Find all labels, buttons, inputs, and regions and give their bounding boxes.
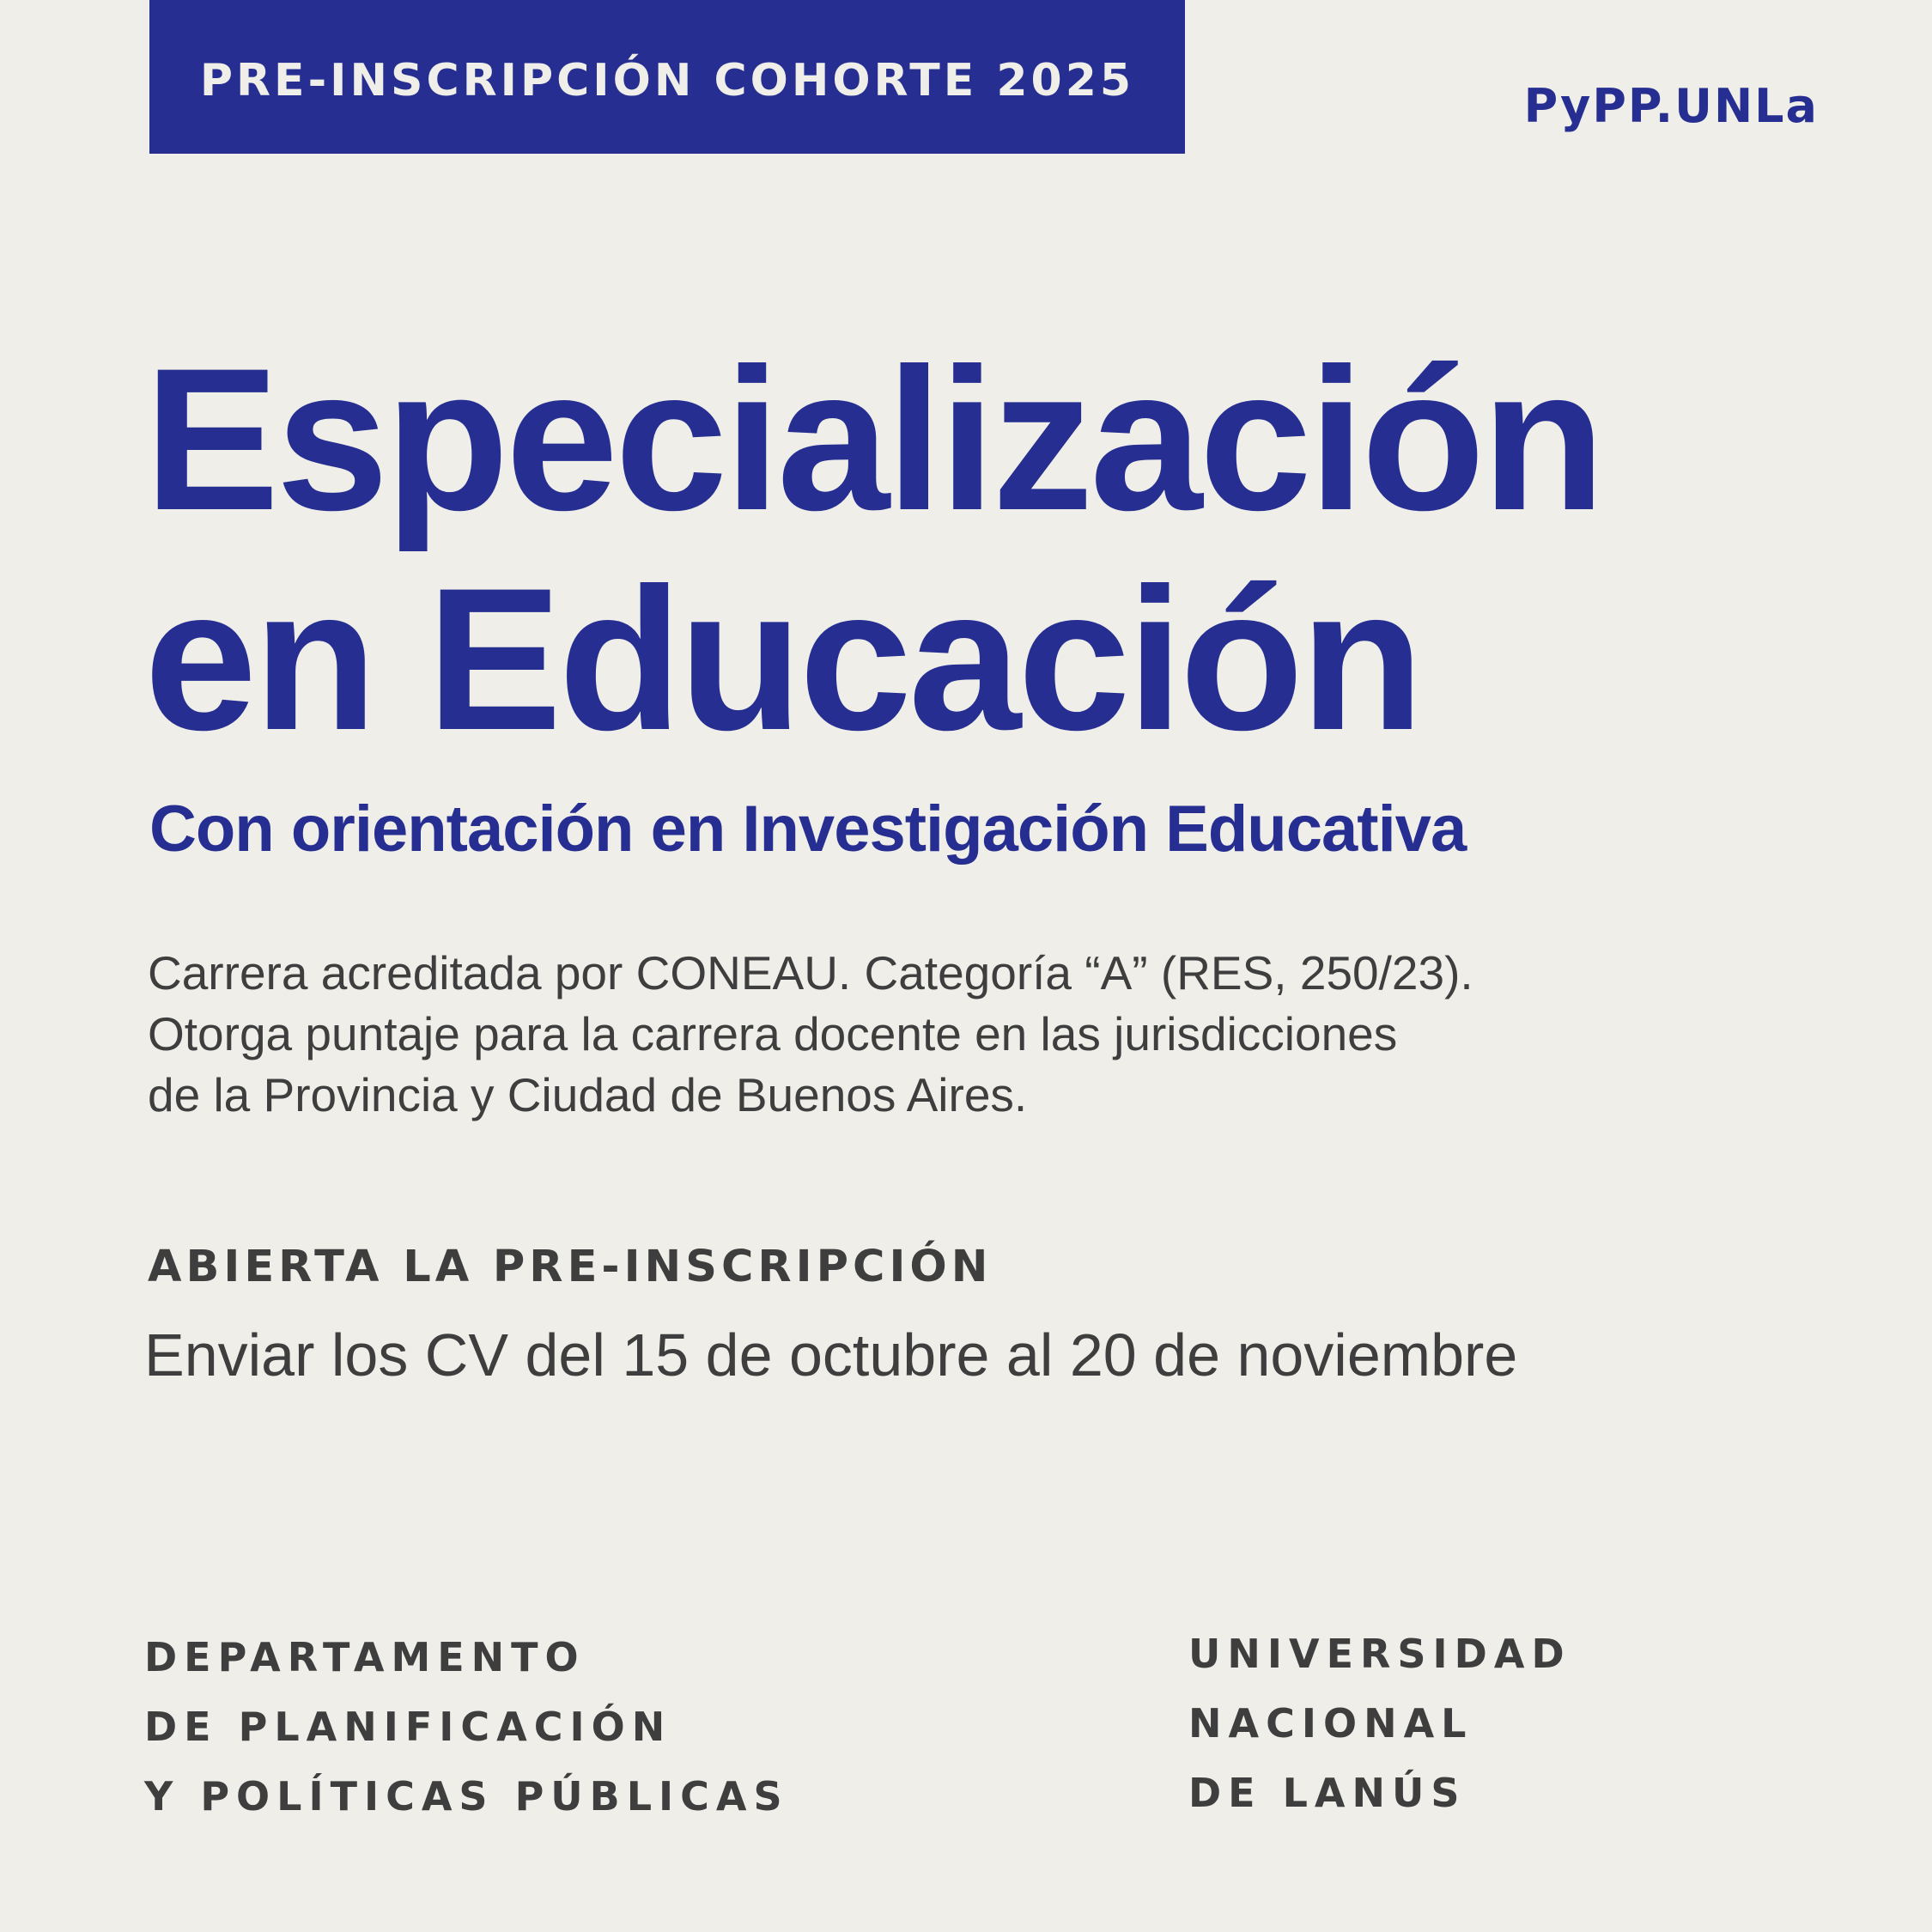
university-line-1: UNIVERSIDAD	[1188, 1631, 1571, 1677]
brand-label: PyPP.UNLa	[1523, 79, 1819, 133]
subtitle: Con orientación en Investigación Educativa	[149, 793, 1467, 866]
description-line-1: Carrera acreditada por CONEAU. Categoría “A” (RES, 250/23).	[148, 946, 1473, 999]
description-line-2: Otorga puntaje para la carrera docente en las jurisdicciones	[148, 1007, 1398, 1060]
university-line-2: NACIONAL	[1188, 1700, 1473, 1747]
cohort-banner	[149, 0, 1185, 154]
submission-dates: Enviar los CV del 15 de octubre al 20 de noviembre	[144, 1321, 1518, 1388]
department-line-2: DE PLANIFICACIÓN	[144, 1704, 672, 1750]
banner-text: PRE-INSCRIPCIÓN COHORTE 2025	[199, 54, 1135, 106]
description-line-3: de la Provincia y Ciudad de Buenos Aires.	[148, 1068, 1028, 1121]
department-line-3: Y POLÍTICAS PÚBLICAS	[144, 1773, 789, 1820]
department-name	[144, 1623, 789, 1832]
title-line-2: en Educación	[144, 546, 1421, 773]
open-registration-label: ABIERTA LA PRE-INSCRIPCIÓN	[148, 1242, 993, 1292]
department-line-1: DEPARTAMENTO	[144, 1634, 586, 1680]
university-line-3: DE LANÚS	[1188, 1770, 1467, 1816]
page-title	[144, 326, 1602, 773]
title-line-1: Especialización	[144, 326, 1602, 553]
description	[148, 943, 1473, 1126]
university-name	[1188, 1619, 1571, 1828]
